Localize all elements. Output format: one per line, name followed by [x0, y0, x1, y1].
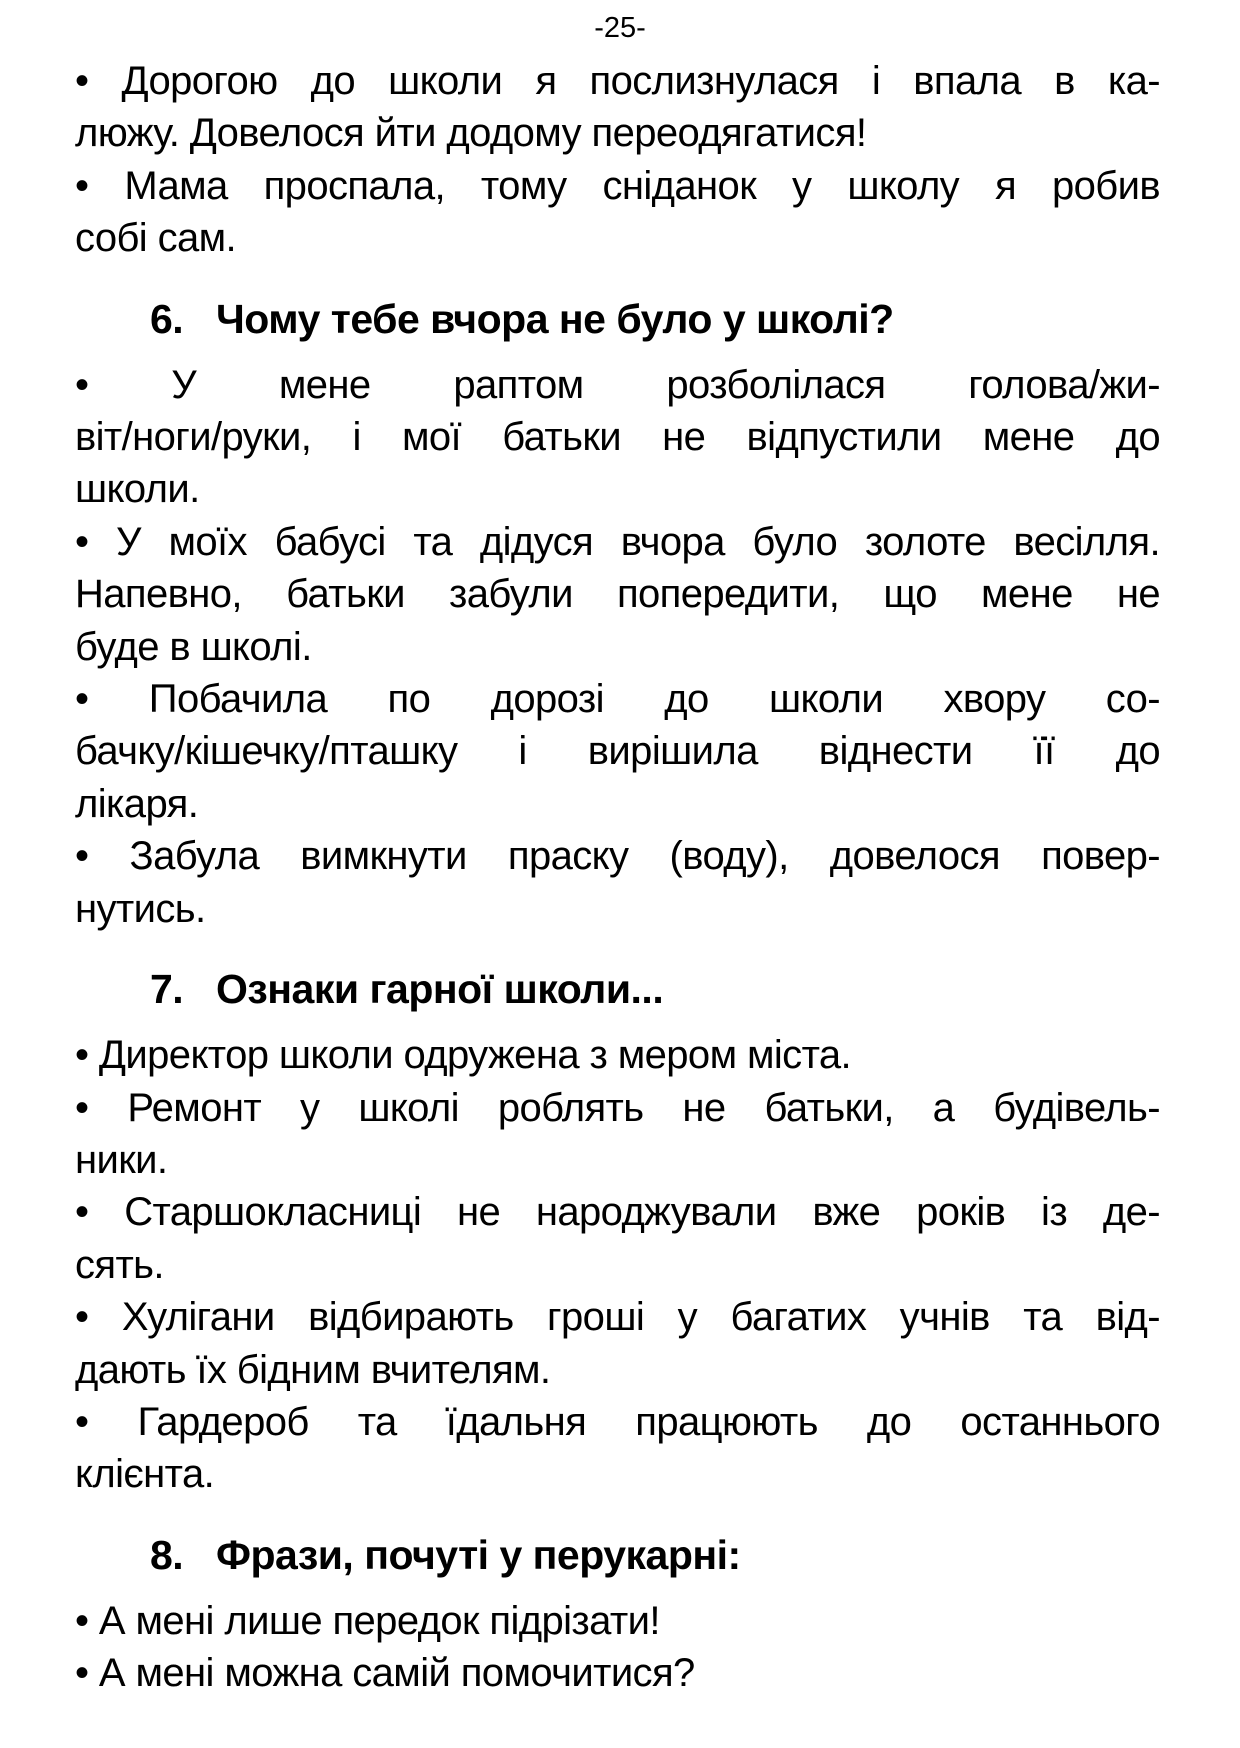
text-line: • Старшокласниці не народжували вже років із де- [75, 1190, 1160, 1235]
bullet-item [75, 1396, 1160, 1501]
bullet-item [75, 1291, 1160, 1396]
text-line: • У моїх бабусі та дідуся вчора було золоте весілля. [75, 519, 1160, 564]
text-line: собі сам. [75, 216, 237, 261]
text-line: • Директор школи одружена з мером міста. [75, 1033, 852, 1078]
text-line: • Гардероб та їдальня працюють до останнього [75, 1399, 1160, 1444]
bullet-item [75, 1029, 1160, 1081]
text-line: • Мама проспала, тому сніданок у школу я робив [75, 163, 1160, 208]
text-line: Напевно, батьки забули попередити, що мене не [75, 572, 1160, 617]
bullet-item [75, 359, 1160, 516]
text-line: лікаря. [75, 781, 199, 826]
bullet-item [75, 516, 1160, 673]
text-line: віт/ноги/руки, і мої батьки не відпустили мене до [75, 415, 1160, 460]
text-line: • Ремонт у школі роблять не батьки, а будівель- [75, 1085, 1160, 1130]
bullet-item [75, 1647, 1160, 1699]
page-number: -25- [594, 12, 646, 44]
bullet-item [75, 673, 1160, 830]
bullet-item [75, 1186, 1160, 1291]
text-line: бачку/кішечку/пташку і вирішила віднести її до [75, 729, 1160, 774]
section-heading [75, 1527, 1160, 1583]
page-content [0, 45, 1240, 1700]
section-heading [75, 291, 1160, 347]
text-line: сять. [75, 1242, 164, 1287]
bullet-item [75, 160, 1160, 265]
heading-number: 7. [150, 966, 184, 1013]
text-line: дають їх бідним вчителям. [75, 1347, 551, 1392]
text-line: • У мене раптом розболілася голова/жи- [75, 362, 1160, 407]
heading-number: 6. [150, 295, 184, 342]
text-line: • Забула вимкнути праску (воду), довелося повер- [75, 834, 1160, 879]
heading-number: 8. [150, 1531, 184, 1578]
text-line: • Побачила по дорозі до школи хвору со- [75, 677, 1160, 722]
text-line: школи. [75, 467, 200, 512]
text-line: ники. [75, 1137, 168, 1182]
text-line: • А мені можна самій помочитися? [75, 1651, 695, 1696]
bullet-item [75, 1595, 1160, 1647]
text-line: люжу. Довелося йти додому переодягатися! [75, 111, 867, 156]
bullet-item [75, 55, 1160, 160]
heading-text: Ознаки гарної школи... [216, 966, 664, 1013]
text-line: клієнта. [75, 1452, 215, 1497]
text-line: • Хулігани відбирають гроші у багатих учнів та від- [75, 1295, 1160, 1340]
bullet-item [75, 1082, 1160, 1187]
text-line: • Дорогою до школи я послизнулася і впала в ка- [75, 59, 1160, 103]
text-line: буде в школі. [75, 624, 312, 669]
heading-text: Фрази, почуті у перукарні: [216, 1531, 741, 1578]
section-heading [75, 961, 1160, 1017]
bullet-item [75, 830, 1160, 935]
text-line: • А мені лише передок підрізати! [75, 1598, 660, 1643]
text-line: нутись. [75, 886, 206, 931]
heading-text: Чому тебе вчора не було у школі? [216, 295, 894, 342]
